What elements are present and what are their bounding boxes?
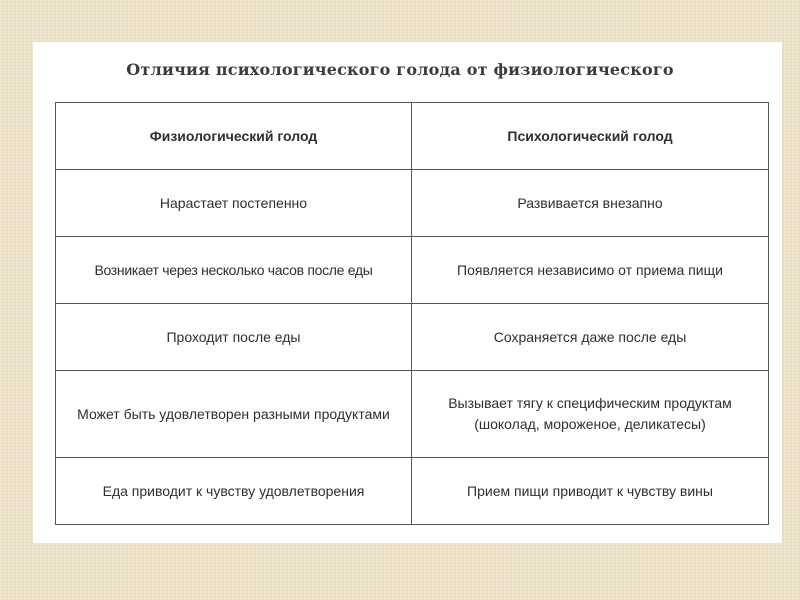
table-row: [56, 371, 769, 458]
table-cell: Развивается внезапно: [412, 170, 769, 237]
comparison-table: [55, 102, 769, 525]
table-row: [56, 170, 769, 237]
table-cell: Прием пищи приводит к чувству вины: [412, 458, 769, 525]
header-physiological-hunger: Физиологический голод: [56, 103, 412, 170]
table-row: [56, 458, 769, 525]
table-cell: Вызывает тягу к специфическим продуктам (шоколад, мороженое, деликатесы): [412, 371, 769, 458]
table-cell: Появляется независимо от приема пищи: [412, 237, 769, 304]
table-cell: Сохраняется даже после еды: [412, 304, 769, 371]
header-psychological-hunger: Психологический голод: [412, 103, 769, 170]
document-title: Отличия психологического голода от физиологического: [126, 60, 674, 79]
table-row: [56, 304, 769, 371]
table-cell: Проходит после еды: [56, 304, 412, 371]
table-row: [56, 237, 769, 304]
table-cell: Возникает через несколько часов после еды: [56, 237, 412, 304]
table-cell: Еда приводит к чувству удовлетворения: [56, 458, 412, 525]
table-cell: Нарастает постепенно: [56, 170, 412, 237]
table-cell: Может быть удовлетворен разными продуктами: [56, 371, 412, 458]
table-header-row: [56, 103, 769, 170]
